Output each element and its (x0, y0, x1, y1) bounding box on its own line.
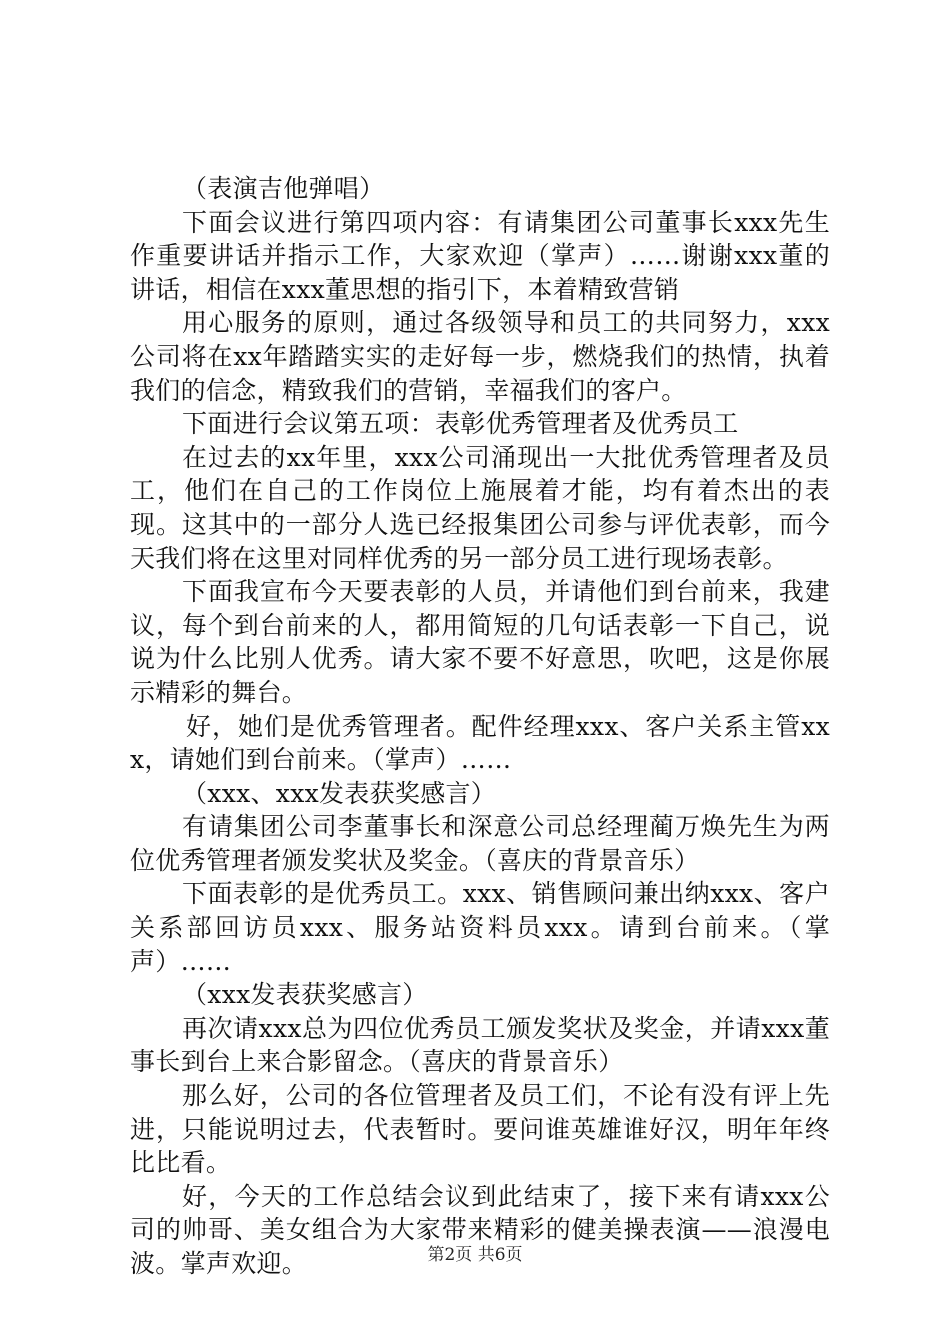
paragraph-employees: 下面表彰的是优秀员工。xxx、销售顾问兼出纳xxx、客户关系部回访员xxx、服务站资料员xxx。请到台前来。（掌声）…… (130, 879, 830, 976)
page-number-footer: 第2页 共6页 (427, 1245, 523, 1265)
paragraph-item-five: 下面进行会议第五项：表彰优秀管理者及优秀员工 (182, 409, 739, 439)
paragraph-past-year: 在过去的xx年里，xxx公司涌现出一大批优秀管理者及员工，他们在自己的工作岗位上施展着才能，均有着杰出的表现。这其中的一部分人选已经报集团公司参与评优表彰，而今天我们将在这里对同样优秀的另一部分员工进行现场表彰。 (130, 442, 830, 573)
paragraph-service-principle: 用心服务的原则，通过各级领导和员工的共同努力，xxx公司将在xx年踏踏实实的走好每一步，燃烧我们的热情，执着我们的信念，精致我们的营销，幸福我们的客户。 (130, 308, 830, 405)
document-body (130, 172, 830, 1281)
paragraph-managers: 好，她们是优秀管理者。配件经理xxx、客户关系主管xxx，请她们到台前来。（掌声）…… (130, 711, 830, 775)
paragraph-closing-remarks: 那么好，公司的各位管理者及员工们，不论有没有评上先进，只能说明过去，代表暂时。要问谁英雄谁好汉，明年年终比比看。 (130, 1081, 830, 1178)
paragraph-item-four: 下面会议进行第四项内容：有请集团公司董事长xxx先生作重要讲话并指示工作，大家欢迎（掌声）……谢谢xxx董的讲话，相信在xxx董思想的指引下，本着精致营销 (130, 207, 830, 304)
paragraph-employees-speech: （xxx发表获奖感言） (182, 980, 428, 1010)
paragraph-performance-note: （表演吉他弹唱） (182, 174, 385, 203)
paragraph-managers-award: 有请集团公司李董事长和深意公司总经理蔺万焕先生为两位优秀管理者颁发奖状及奖金。（喜庆的背景音乐） (130, 812, 830, 875)
paragraph-announce-awardees: 下面我宣布今天要表彰的人员，并请他们到台前来，我建议，每个到台前来的人，都用简短的几句话表彰一下自己，说说为什么比别人优秀。请大家不要不好意思，吹吧，这是你展示精彩的舞台。 (130, 577, 830, 707)
paragraph-managers-speech: （xxx、xxx发表获奖感言） (182, 778, 497, 808)
paragraph-meeting-end: 好，今天的工作总结会议到此结束了，接下来有请xxx公司的帅哥、美女组合为大家带来精彩的健美操表演——浪漫电波。掌声欢迎。 (130, 1181, 830, 1278)
paragraph-employees-award: 再次请xxx总为四位优秀员工颁发奖状及奖金，并请xxx董事长到台上来合影留念。（喜庆的背景音乐） (130, 1013, 830, 1077)
